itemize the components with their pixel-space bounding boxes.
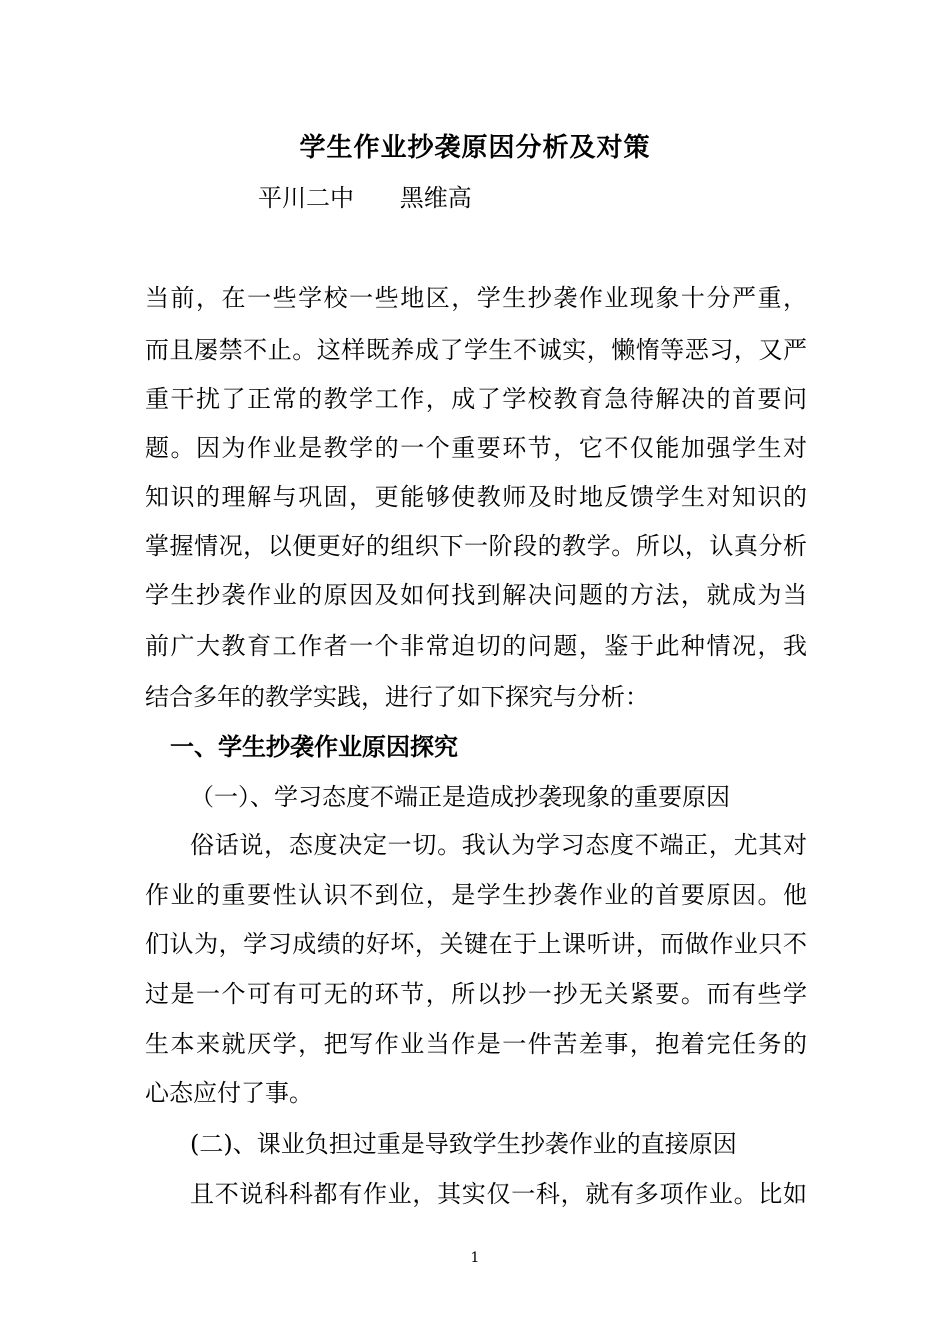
paragraph-line: 而且屡禁不止。这样既养成了学生不诚实，懒惰等恶习，又严 bbox=[145, 336, 807, 364]
paragraph-line: 生本来就厌学，把写作业当作是一件苦差事，抱着完任务的 bbox=[145, 1030, 807, 1058]
paragraph-line: 当前，在一些学校一些地区，学生抄袭作业现象十分严重， bbox=[145, 284, 807, 312]
subsection-heading: （一）、学习态度不端正是造成抄袭现象的重要原因 bbox=[190, 783, 730, 811]
paragraph-line: 且不说科科都有作业，其实仅一科，就有多项作业。比如 bbox=[190, 1180, 807, 1208]
subsection-heading: (二)、课业负担过重是导致学生抄袭作业的直接原因 bbox=[190, 1130, 737, 1158]
document-title: 学生作业抄袭原因分析及对策 bbox=[299, 133, 651, 163]
paragraph-line: 结合多年的教学实践，进行了如下探究与分析： bbox=[145, 683, 649, 711]
paragraph-line: 学生抄袭作业的原因及如何找到解决问题的方法，就成为当 bbox=[145, 581, 807, 609]
paragraph-line: 重干扰了正常的教学工作，成了学校教育急待解决的首要问 bbox=[145, 385, 807, 413]
paragraph-line: 知识的理解与巩固，更能够使教师及时地反馈学生对知识的 bbox=[145, 483, 807, 511]
section-heading: 一、学生抄袭作业原因探究 bbox=[170, 732, 458, 761]
paragraph-line: 俗话说，态度决定一切。我认为学习态度不端正，尤其对 bbox=[190, 831, 807, 859]
page-number: 1 bbox=[470, 1250, 480, 1266]
paragraph-line: 作业的重要性认识不到位，是学生抄袭作业的首要原因。他 bbox=[145, 881, 807, 909]
paragraph-line: 心态应付了事。 bbox=[145, 1079, 313, 1107]
paragraph-line: 掌握情况，以便更好的组织下一阶段的教学。所以，认真分析 bbox=[145, 532, 807, 560]
paragraph-line: 们认为，学习成绩的好坏，关键在于上课听讲，而做作业只不 bbox=[145, 930, 807, 958]
paragraph-line: 过是一个可有可无的环节，所以抄一抄无关紧要。而有些学 bbox=[145, 980, 807, 1008]
paragraph-line: 题。因为作业是教学的一个重要环节，它不仅能加强学生对 bbox=[145, 434, 807, 462]
author-byline: 平川二中 黑维高 bbox=[258, 184, 472, 212]
paragraph-line: 前广大教育工作者一个非常迫切的问题，鉴于此种情况，我 bbox=[145, 632, 807, 660]
